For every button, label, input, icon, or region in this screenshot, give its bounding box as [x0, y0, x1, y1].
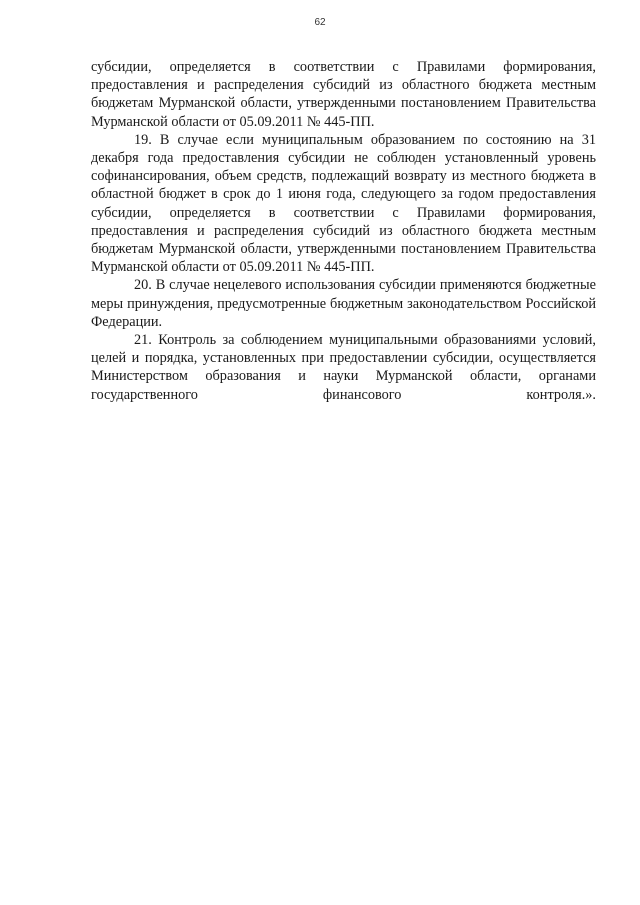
paragraph-item-21: 21. Контроль за соблюдением муниципальными образованиями условий, целей и порядка, установленных при предоставлении субсидии, осуществляется Министерством образования и науки Мурманской области, органами государственного финансового контроля.».: [91, 332, 596, 403]
paragraph-item-20: 20. В случае нецелевого использования субсидии применяются бюджетные меры принуждения, предусмотренные бюджетным законодательством Российской Федерации.: [91, 277, 596, 330]
page-number: 62: [314, 17, 326, 28]
document-body: [91, 58, 596, 404]
paragraph-item-19: 19. В случае если муниципальным образованием по состоянию на 31 декабря года предоставления субсидии не соблюден установленный уровень софинансирования, объем средств, подлежащий возврату из местного бюджета в областной бюджет в срок до 1 июня года, следующего за годом предоставления субсидии, определяется в соответствии с Правилами формирования, предоставления и распределения субсидий из областного бюджета местным бюджетам Мурманской области, утвержденными постановлением Правительства Мурманской области от 05.09.2011 № 445-ПП.: [91, 131, 596, 276]
paragraph-continuation: субсидии, определяется в соответствии с Правилами формирования, предоставления и распределения субсидий из областного бюджета местным бюджетам Мурманской области, утвержденными постановлением Правительства Мурманской области от 05.09.2011 № 445-ПП.: [91, 59, 596, 130]
